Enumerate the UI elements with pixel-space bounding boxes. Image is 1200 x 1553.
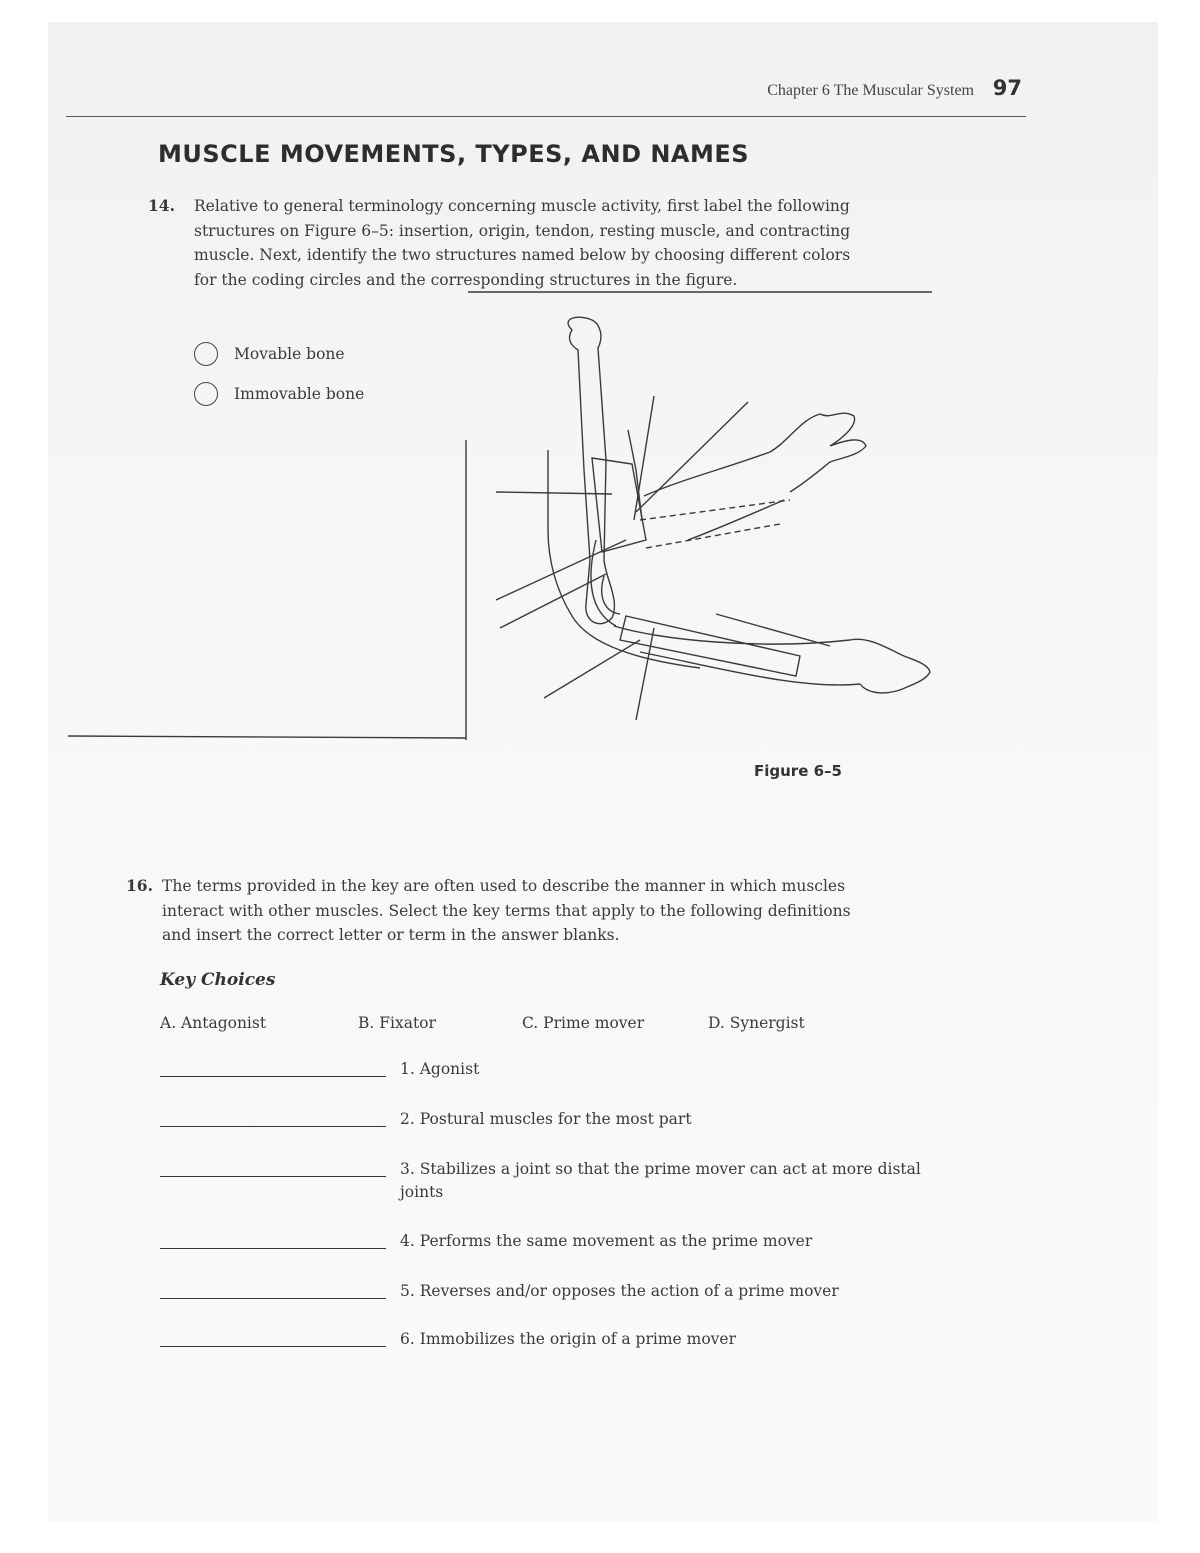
question-text: Relative to general terminology concerning muscle activity, first label the following structures on Figure 6–5: insertion, origin, tendon, resting muscle, and contracting muscle. Next, identify the two structures named below by choosing different colors for the coding circles and the corresponding structures in the figure.: [194, 197, 851, 289]
key-choices-title: Key Choices: [160, 970, 276, 990]
item-text: Postural muscles for the most part: [419, 1110, 692, 1128]
item-text: Stabilizes a joint so that the prime mover can act at more distal joints: [400, 1160, 921, 1201]
answer-blank[interactable]: [160, 1230, 386, 1249]
answer-blank[interactable]: [160, 1108, 386, 1127]
item-number: 6.: [400, 1330, 415, 1348]
answer-blank[interactable]: [160, 1158, 386, 1177]
section-title: MUSCLE MOVEMENTS, TYPES, AND NAMES: [158, 140, 750, 168]
leader-line-8: [636, 628, 654, 720]
biceps-muscle: [592, 458, 646, 552]
item-text: Reverses and/or opposes the action of a prime mover: [419, 1282, 839, 1300]
item-number: 3.: [400, 1160, 415, 1178]
item-number: 2.: [400, 1110, 415, 1128]
ulna-head: [602, 576, 620, 614]
answer-blank[interactable]: [160, 1280, 386, 1299]
lowered-hand: [850, 639, 930, 693]
chapter-title: Chapter 6 The Muscular System: [767, 82, 974, 99]
coding-label: Immovable bone: [234, 385, 365, 403]
coding-label: Movable bone: [234, 345, 345, 363]
leader-line-3: [634, 396, 654, 520]
answer-blank[interactable]: [160, 1328, 386, 1347]
leader-line-7: [544, 640, 640, 698]
figure-caption: Figure 6–5: [754, 762, 842, 780]
forearm-bottom: [640, 652, 860, 685]
page-number: 97: [992, 76, 1022, 100]
item-text: Agonist: [419, 1060, 480, 1078]
leader-line-1: [496, 492, 612, 494]
raised-hand: [770, 413, 866, 492]
item-text: Immobilizes the origin of a prime mover: [419, 1330, 737, 1348]
item-number: 1.: [400, 1060, 415, 1078]
raised-forearm-upper: [644, 452, 770, 496]
question-text: The terms provided in the key are often used to describe the manner in which muscles interact with other muscles. Select the key terms that apply to the following definitions and insert the correct letter or term in the answer blanks.: [162, 877, 851, 944]
question-16: [126, 874, 886, 944]
leader-line-2: [636, 402, 748, 512]
answer-blank[interactable]: [160, 1058, 386, 1077]
question-number: 16.: [126, 876, 153, 895]
item-text: Performs the same movement as the prime mover: [419, 1232, 813, 1250]
key-choice-b: B. Fixator: [358, 1014, 436, 1032]
raised-forearm-lower: [688, 500, 784, 540]
key-choice-d: D. Synergist: [708, 1014, 805, 1032]
key-choice-a: A. Antagonist: [160, 1014, 267, 1032]
item-number: 4.: [400, 1232, 415, 1250]
question-number: 14.: [148, 196, 175, 215]
key-choice-c: C. Prime mover: [522, 1014, 645, 1032]
figure-frame-bottom: [68, 736, 466, 738]
item-number: 5.: [400, 1282, 415, 1300]
